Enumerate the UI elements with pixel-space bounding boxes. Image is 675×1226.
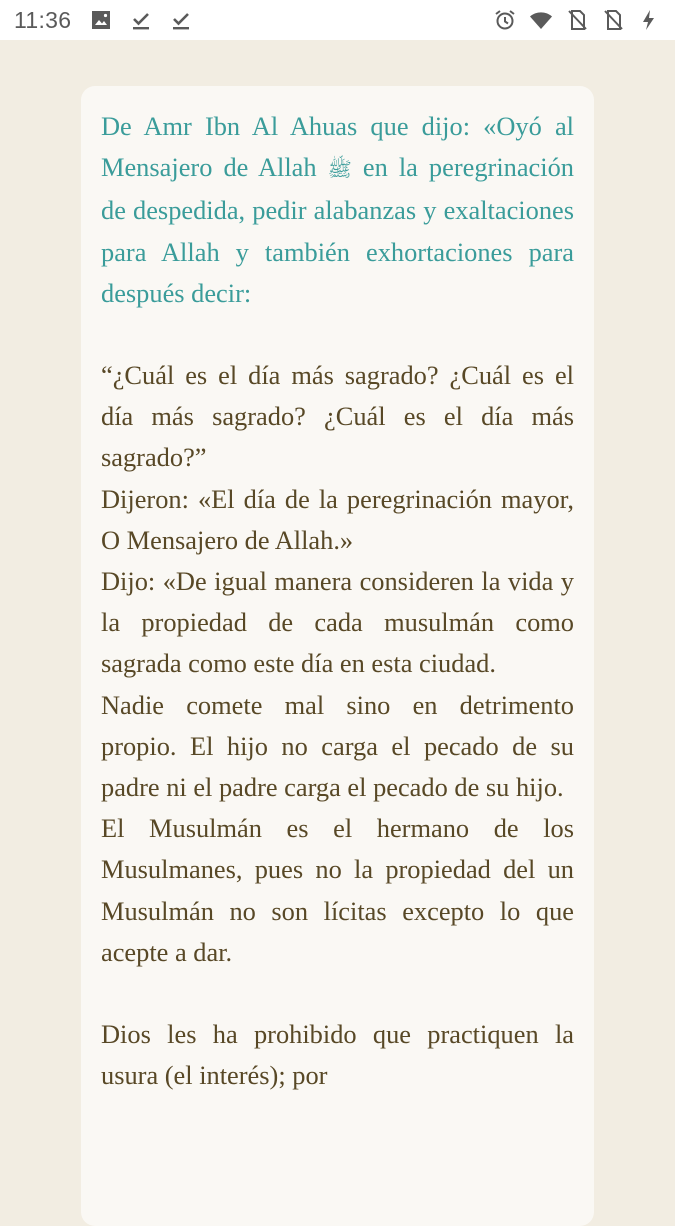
no-sim-icon [601, 8, 625, 32]
hadith-paragraph-1: “¿Cuál es el día más sagrado? ¿Cuál es el día más sagrado? ¿Cuál es el día más sagrado?” [101, 360, 574, 473]
hadith-intro [101, 106, 574, 314]
status-left-icons [89, 8, 193, 32]
salawat-symbol: ﷺ [327, 157, 352, 182]
download-done-icon [129, 8, 153, 32]
battery-charging-icon [637, 8, 661, 32]
image-icon [89, 8, 113, 32]
hadith-paragraph-4: Nadie comete mal sino en detrimento propio. El hijo no carga el pecado de su padre ni el padre carga el pecado de su hijo. [101, 689, 574, 803]
hadith-paragraph-6: Dios les ha prohibido que practiquen la usura (el interés); por [101, 1019, 574, 1091]
paragraph-spacer [101, 973, 574, 1014]
paragraph-spacer [101, 314, 574, 355]
intro-text-before: De Amr Ibn Al Ahuas que dijo: «Oyó al Mensajero de Allah [101, 111, 574, 183]
download-done-icon [169, 8, 193, 32]
no-sim-icon [565, 8, 589, 32]
status-time: 11:36 [14, 6, 72, 33]
status-bar [0, 0, 675, 40]
wifi-icon [529, 8, 553, 32]
alarm-icon [493, 8, 517, 32]
intro-text-after: en la peregrinación de despedida, pedir alabanzas y exaltaciones para Allah y también exhortaciones para después decir: [101, 152, 574, 308]
status-right-icons [493, 8, 661, 32]
hadith-paragraph-5: El Musulmán es el hermano de los Musulmanes, pues no la propiedad del un Musulmán no son lícitas excepto lo que acepte a dar. [101, 813, 574, 967]
hadith-card [81, 86, 594, 1226]
hadith-paragraph-3: Dijo: «De igual manera consideren la vida y la propiedad de cada musulmán como sagrada como este día en esta ciudad. [101, 566, 574, 679]
hadith-paragraph-2: Dijeron: «El día de la peregrinación mayor, O Mensajero de Allah.» [101, 483, 574, 555]
